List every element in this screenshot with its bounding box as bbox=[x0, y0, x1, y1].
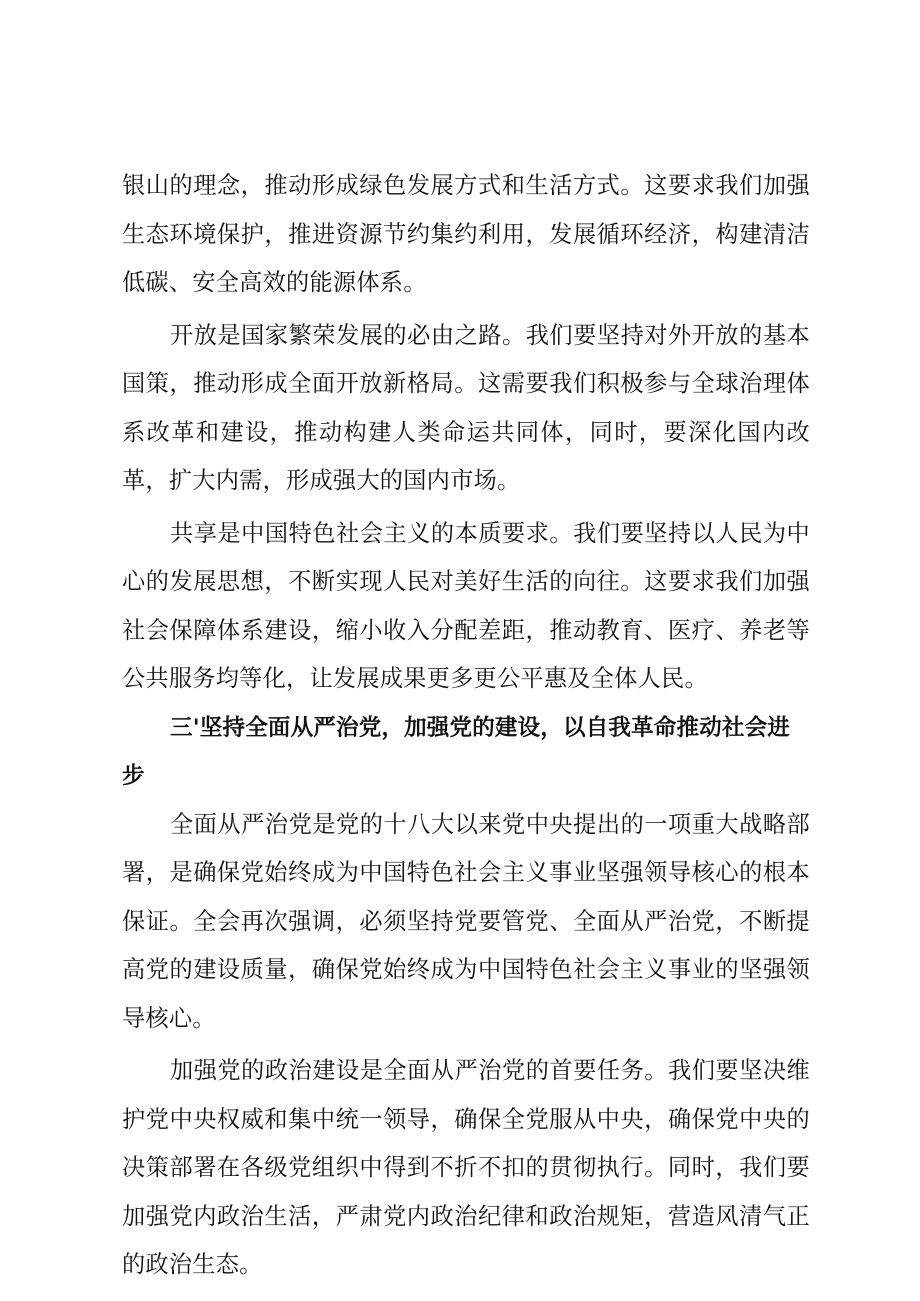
document-page bbox=[122, 162, 810, 1290]
paragraph-openness: 开放是国家繁荣发展的必由之路。我们要坚持对外开放的基本国策，推动形成全面开放新格局。这需要我们积极参与全球治理体系改革和建设，推动构建人类命运共同体，同时，要深化国内改革，扩大内需，形成强大的国内市场。 bbox=[122, 321, 810, 494]
paragraph-strict-governance: 全面从严治党是党的十八大以来党中央提出的一项重大战略部署，是确保党始终成为中国特色社会主义事业坚强领导核心的根本保证。全会再次强调，必须坚持党要管党、全面从严治党，不断提高党的建设质量，确保党始终成为中国特色社会主义事业的坚强领导核心。 bbox=[122, 810, 810, 1032]
section-heading-three: 三'坚持全面从严治党，加强党的建设，以自我革命推动社会进步 bbox=[122, 714, 790, 789]
paragraph-sharing: 共享是中国特色社会主义的本质要求。我们要坚持以人民为中心的发展思想，不断实现人民对美好生活的向往。这要求我们加强社会保障体系建设，缩小收入分配差距，推动教育、医疗、养老等公共服务均等化，让发展成果更多更公平惠及全体人民。 bbox=[122, 519, 810, 692]
paragraph-political-building: 加强党的政治建设是全面从严治党的首要任务。我们要坚决维护党中央权威和集中统一领导，确保全党服从中央，确保党中央的决策部署在各级党组织中得到不折不扣的贯彻执行。同时，我们要加强党内政治生活，严肃党内政治纪律和政治规矩，营造风清气正的政治生态。 bbox=[122, 1057, 810, 1278]
paragraph-continuation: 银山的理念，推动形成绿色发展方式和生活方式。这要求我们加强生态环境保护，推进资源节约集约利用，发展循环经济，构建清洁低碳、安全高效的能源体系。 bbox=[122, 172, 810, 296]
